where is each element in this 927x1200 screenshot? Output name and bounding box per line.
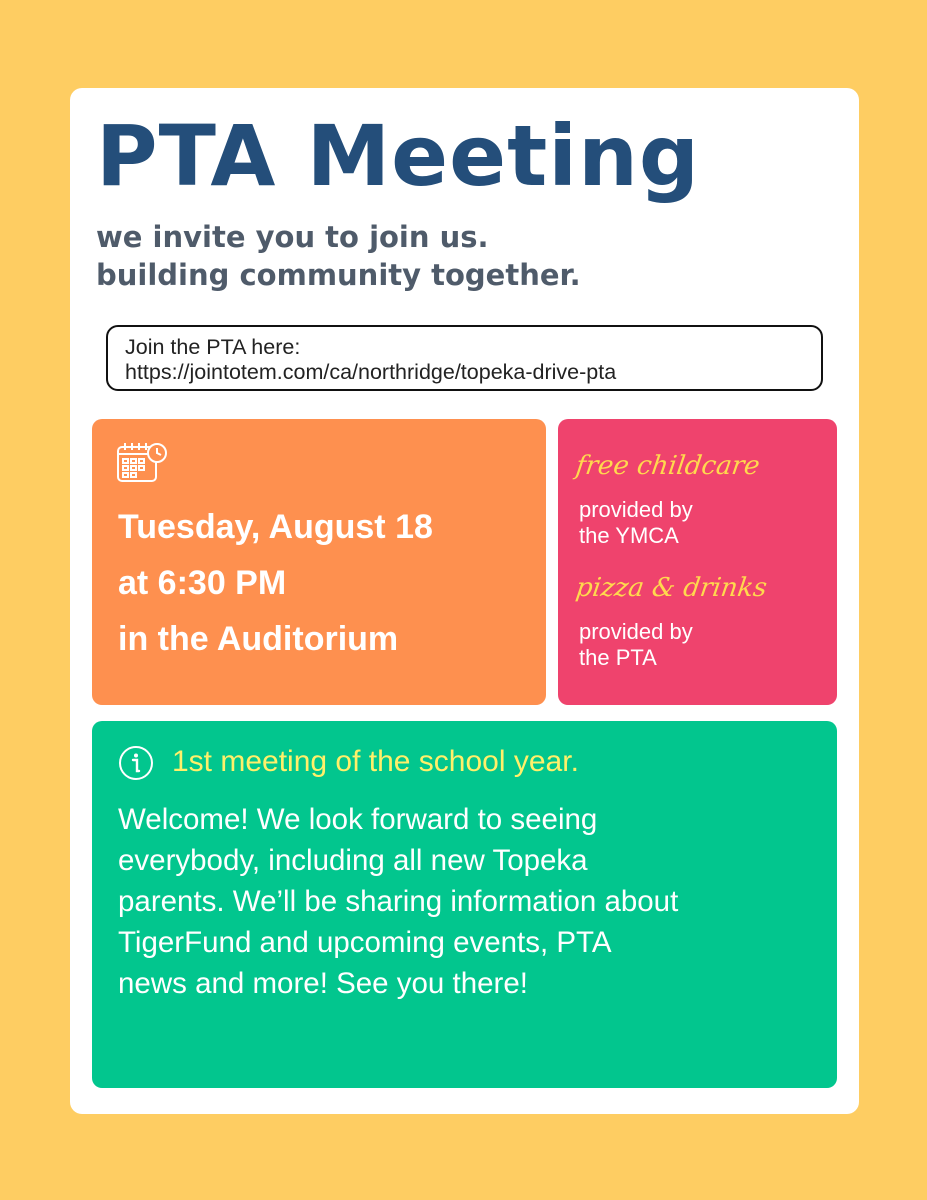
info-body: Welcome! We look forward to seeing everybody, including all new Topeka parents. We’ll be sharing information about TigerFund and upcoming events, PTA news and more! See you there! <box>118 803 679 1000</box>
flyer-card <box>70 88 859 1114</box>
join-link-box <box>106 325 823 391</box>
subtitle <box>96 218 581 294</box>
info-headline: 1st meeting of the school year. <box>172 745 579 778</box>
event-location: in the Auditorium <box>118 620 399 658</box>
perks-card <box>558 419 837 705</box>
event-date: Tuesday, August 18 <box>118 508 433 546</box>
event-when <box>118 499 433 667</box>
join-label: Join the PTA here: <box>125 335 301 359</box>
page-title: PTA Meeting <box>96 107 701 205</box>
childcare-provider <box>579 497 693 549</box>
childcare-line-2: the YMCA <box>579 523 679 548</box>
event-details-card <box>92 419 546 705</box>
childcare-line-1: provided by <box>579 497 693 522</box>
food-provider <box>579 619 693 671</box>
subtitle-line-1: we invite you to join us. <box>96 220 489 254</box>
join-url-link[interactable]: https://jointotem.com/ca/northridge/topeka-drive-pta <box>125 360 617 384</box>
food-line-1: provided by <box>579 619 693 644</box>
food-line-2: the PTA <box>579 645 657 670</box>
food-title: pizza & drinks <box>573 573 769 603</box>
info-card <box>92 721 837 1088</box>
childcare-title: free childcare <box>573 451 762 481</box>
event-time: at 6:30 PM <box>118 564 287 602</box>
calendar-clock-icon <box>116 441 168 485</box>
subtitle-line-2: building community together. <box>96 258 581 292</box>
info-icon <box>118 745 154 781</box>
